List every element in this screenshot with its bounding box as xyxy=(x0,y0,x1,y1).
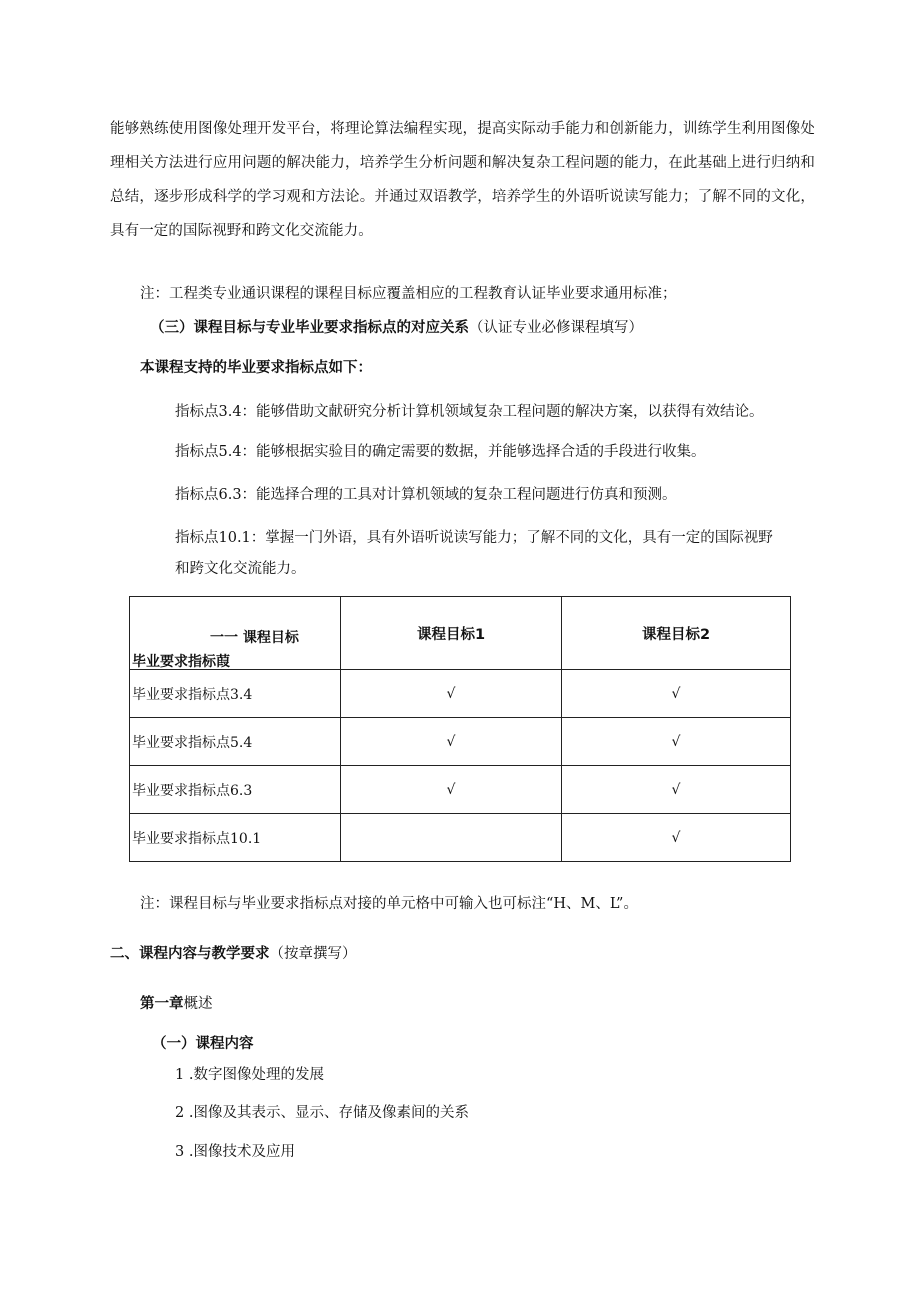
note-general-standard: 注：工程类专业通识课程的课程目标应覆盖相应的工程教育认证毕业要求通用标准； xyxy=(140,286,677,302)
support-heading: 本课程支持的毕业要求指标点如下： xyxy=(140,360,372,376)
content-item: 1 .数字图像处理的发展 xyxy=(175,1067,324,1083)
corner-bottom-label: 毕业要求指标葭 xyxy=(132,654,230,670)
section-subtitle: （认证专业必修课程填写） xyxy=(469,320,643,336)
table-row xyxy=(130,814,791,862)
check-cell: √ xyxy=(562,670,791,718)
table-corner-cell xyxy=(130,597,341,670)
objective-mapping-table xyxy=(129,596,791,862)
table-row xyxy=(130,718,791,766)
content-heading: （一）课程内容 xyxy=(152,1036,254,1052)
section-title: （三）课程目标与专业毕业要求指标点的对应关系 xyxy=(150,320,469,336)
check-cell: √ xyxy=(562,766,791,814)
column-header-objective-1: 课程目标1 xyxy=(341,597,562,670)
chapter-number: 第一章 xyxy=(140,996,184,1012)
corner-top-label: 一一 课程目标 xyxy=(210,630,299,646)
check-cell: √ xyxy=(341,718,562,766)
intro-paragraph: 能够熟练使用图像处理开发平台，将理论算法编程实现，提高实际动手能力和创新能力，训练学生利用图像处理相关方法进行应用问题的解决能力，培养学生分析问题和解决复杂工程问题的能力，在此基础上进行归纳和总结，逐步形成科学的学习观和方法论。并通过双语教学，培养学生的外语听说读写能力；了解不同的文化，具有一定的国际视野和跨文化交流能力。 xyxy=(110,121,815,239)
section-subtitle: （按章撰写） xyxy=(269,946,357,962)
row-label: 毕业要求指标点6.3 xyxy=(130,766,341,814)
row-label: 毕业要求指标点5.4 xyxy=(130,718,341,766)
row-label: 毕业要求指标点3.4 xyxy=(130,670,341,718)
chapter-title: 概述 xyxy=(183,996,213,1012)
indicator-5-4: 指标点5.4：能够根据实验目的确定需要的数据，并能够选择合适的手段进行收集。 xyxy=(175,444,706,460)
table-header-row xyxy=(130,597,791,670)
check-cell: √ xyxy=(562,718,791,766)
indicator-6-3: 指标点6.3：能选择合理的工具对计算机领域的复杂工程问题进行仿真和预测。 xyxy=(175,487,677,503)
section-heading-content xyxy=(110,942,357,963)
table-row xyxy=(130,766,791,814)
column-header-objective-2: 课程目标2 xyxy=(562,597,791,670)
indicator-10-1: 指标点10.1：掌握一门外语，具有外语听说读写能力；了解不同的文化，具有一定的国际视野 xyxy=(175,530,773,546)
section-heading-objective-mapping xyxy=(150,316,643,337)
indicator-3-4: 指标点3.4：能够借助文献研究分析计算机领域复杂工程问题的解决方案，以获得有效结论。 xyxy=(175,404,764,420)
check-cell: √ xyxy=(341,670,562,718)
chapter-heading xyxy=(140,992,213,1013)
content-item: 2 .图像及其表示、显示、存储及像素间的关系 xyxy=(175,1105,469,1121)
table-row xyxy=(130,670,791,718)
row-label: 毕业要求指标点10.1 xyxy=(130,814,341,862)
note-hml: 注：课程目标与毕业要求指标点对接的单元格中可输入也可标注“H、M、L”。 xyxy=(140,896,638,912)
check-cell: √ xyxy=(341,766,562,814)
content-item: 3 .图像技术及应用 xyxy=(175,1144,295,1160)
indicator-10-1-continued: 和跨文化交流能力。 xyxy=(175,561,306,577)
check-cell xyxy=(341,814,562,862)
check-cell: √ xyxy=(562,814,791,862)
section-title: 二、课程内容与教学要求 xyxy=(110,946,270,962)
